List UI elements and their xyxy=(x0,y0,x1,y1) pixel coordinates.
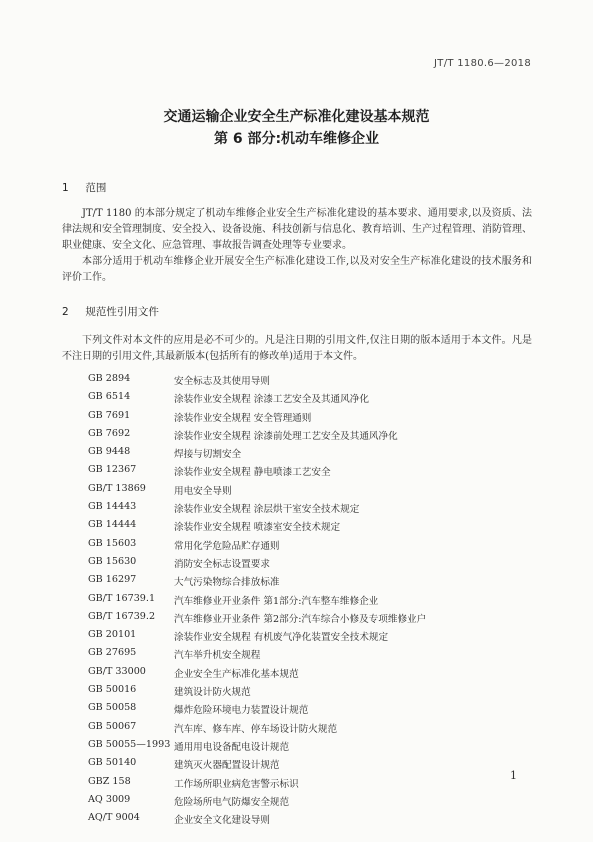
reference-title: 涂装作业安全规程 有机废气净化装置安全技术规定 xyxy=(174,632,389,644)
reference-item xyxy=(88,574,528,592)
reference-title: 企业安全生产标准化基本规范 xyxy=(174,668,299,680)
section-1-paragraph-1: JT/T 1180 的本部分规定了机动车维修企业安全生产标准化建设的基本要求、通用要求,以及资质、法律法规和安全管理制度、安全投入、设备设施、科技创新与信息化、教育培训、生产过程管理、消防管理、职业健康、安全文化、应急管理、事故报告调查处理等专业要求。 xyxy=(62,208,532,251)
title-line-2: 第 6 部分:机动车维修企业 xyxy=(213,131,380,147)
reference-code: GB/T 16739.1 xyxy=(88,592,156,604)
reference-item xyxy=(88,647,528,665)
reference-title: 涂装作业安全规程 涂层烘干室安全技术规定 xyxy=(174,504,360,516)
reference-code: AQ/T 9004 xyxy=(88,812,140,824)
reference-title: 大气污染物综合排放标准 xyxy=(174,577,280,589)
section-2-title: 规范性引用文件 xyxy=(85,306,159,318)
reference-item xyxy=(88,593,528,611)
reference-title: 常用化学危险品贮存通则 xyxy=(174,540,280,552)
reference-code: GB 50140 xyxy=(88,757,137,769)
reference-title: 工作场所职业病危害警示标识 xyxy=(174,778,299,790)
reference-code: GB 7691 xyxy=(88,409,131,421)
reference-code: GB/T 33000 xyxy=(88,665,146,677)
reference-title: 建筑设计防火规范 xyxy=(174,687,251,699)
reference-code: GB 15603 xyxy=(88,537,137,549)
section-1-heading xyxy=(62,180,106,195)
reference-item xyxy=(88,812,528,830)
reference-code: GB 50058 xyxy=(88,702,137,714)
reference-title: 焊接与切割安全 xyxy=(174,449,242,461)
reference-code: AQ 3009 xyxy=(88,793,131,805)
reference-title: 危险场所电气防爆安全规范 xyxy=(174,796,290,808)
reference-item xyxy=(88,428,528,446)
reference-title: 涂装作业安全规程 静电喷漆工艺安全 xyxy=(174,467,331,479)
reference-item xyxy=(88,629,528,647)
reference-item xyxy=(88,794,528,812)
document-title xyxy=(0,106,593,150)
reference-item xyxy=(88,739,528,757)
reference-item xyxy=(88,410,528,428)
reference-code: GB 2894 xyxy=(88,373,131,384)
reference-title: 安全标志及其使用导则 xyxy=(174,376,270,387)
section-2-heading xyxy=(62,304,159,319)
reference-item xyxy=(88,373,528,391)
reference-code: GB/T 13869 xyxy=(88,482,146,494)
reference-code: GB 16297 xyxy=(88,574,137,586)
section-2-number: 2 xyxy=(62,306,69,318)
reference-code: GB 14444 xyxy=(88,519,137,531)
reference-code: GB 9448 xyxy=(88,446,131,458)
reference-code: GB/T 16739.2 xyxy=(88,610,156,622)
reference-item xyxy=(88,611,528,629)
reference-item xyxy=(88,446,528,464)
reference-title: 涂装作业安全规程 安全管理通则 xyxy=(174,412,312,424)
reference-title: 涂装作业安全规程 涂漆前处理工艺安全及其通风净化 xyxy=(174,430,398,442)
reference-item xyxy=(88,666,528,684)
reference-code: GB 50016 xyxy=(88,684,137,696)
reference-list xyxy=(88,373,528,830)
reference-code: GBZ 158 xyxy=(88,775,131,787)
section-2-intro: 下列文件对本文件的应用是必不可少的。凡是注日期的引用文件,仅注日期的版本适用于本文件。凡是不注日期的引用文件,其最新版本(包括所有的修改单)适用于本文件。 xyxy=(62,335,532,362)
reference-title: 汽车举升机安全规程 xyxy=(174,650,261,662)
reference-code: GB 12367 xyxy=(88,464,137,476)
reference-code: GB 15630 xyxy=(88,555,137,567)
section-1-paragraph-2: 本部分适用于机动车维修企业开展安全生产标准化建设工作,以及对安全生产标准化建设的技术服务和评价工作。 xyxy=(62,256,532,283)
reference-item xyxy=(88,776,528,794)
reference-title: 企业安全文化建设导则 xyxy=(174,815,270,827)
reference-title: 建筑灭火器配置设计规范 xyxy=(174,760,280,772)
reference-item xyxy=(88,757,528,775)
reference-code: GB 14443 xyxy=(88,501,137,513)
reference-code: GB 27695 xyxy=(88,647,137,659)
reference-item xyxy=(88,501,528,519)
title-line-1: 交通运输企业安全生产标准化建设基本规范 xyxy=(163,109,430,125)
reference-item xyxy=(88,483,528,501)
reference-title: 涂装作业安全规程 喷漆室安全技术规定 xyxy=(174,522,341,534)
section-1-number: 1 xyxy=(62,182,69,194)
reference-title: 涂装作业安全规程 涂漆工艺安全及其通风净化 xyxy=(174,394,369,406)
reference-code: GB 50067 xyxy=(88,720,137,732)
reference-code: GB 7692 xyxy=(88,427,131,439)
document-code: JT/T 1180.6—2018 xyxy=(434,58,531,69)
reference-code: GB 20101 xyxy=(88,629,137,641)
reference-title: 消防安全标志设置要求 xyxy=(174,558,270,570)
reference-item xyxy=(88,721,528,739)
reference-item xyxy=(88,538,528,556)
reference-code: GB 50055—1993 xyxy=(88,738,171,750)
page-number: 1 xyxy=(510,769,517,782)
reference-item xyxy=(88,464,528,482)
reference-title: 汽车维修业开业条件 第2部分:汽车综合小修及专项维修业户 xyxy=(174,613,427,625)
reference-title: 汽车维修业开业条件 第1部分:汽车整车维修企业 xyxy=(174,595,379,607)
reference-item xyxy=(88,519,528,537)
reference-item xyxy=(88,391,528,409)
reference-item xyxy=(88,684,528,702)
section-1-title: 范围 xyxy=(85,182,107,194)
reference-item xyxy=(88,702,528,720)
reference-code: GB 6514 xyxy=(88,391,131,403)
reference-title: 爆炸危险环境电力装置设计规范 xyxy=(174,705,309,717)
reference-title: 汽车库、修车库、停车场设计防火规范 xyxy=(174,723,338,735)
reference-title: 通用用电设备配电设计规范 xyxy=(174,741,290,753)
reference-item xyxy=(88,556,528,574)
reference-title: 用电安全导则 xyxy=(174,485,232,497)
